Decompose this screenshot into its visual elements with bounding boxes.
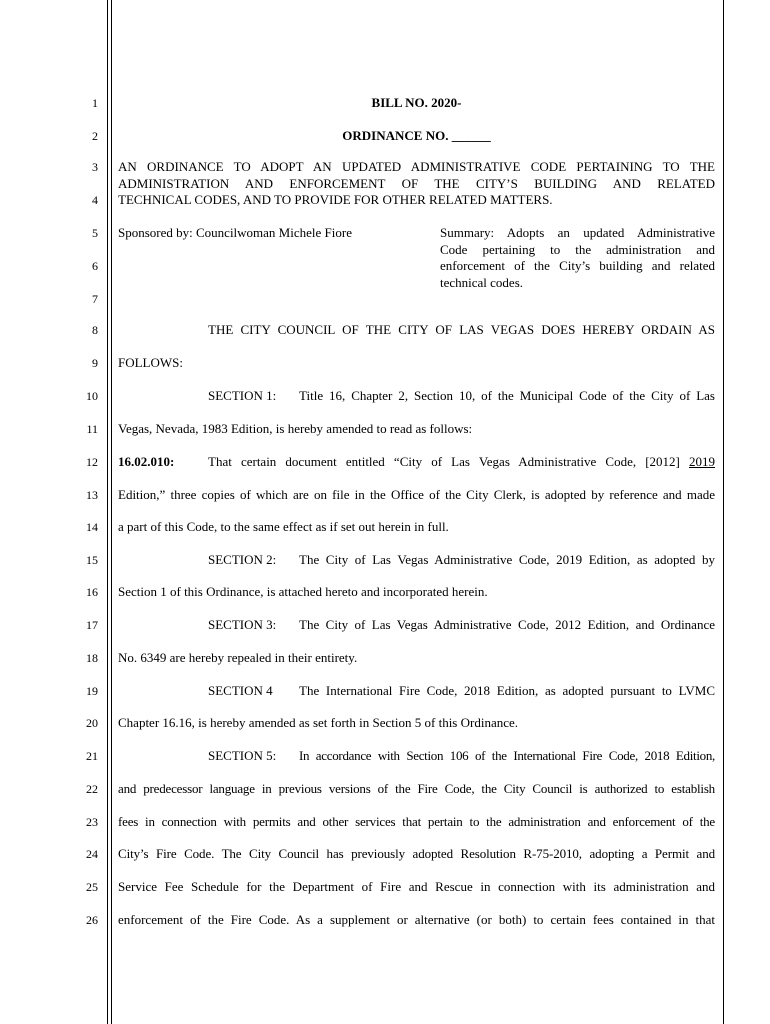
line-number: 16 [86,585,98,599]
body-line-20: Chapter 16.16, is hereby amended as set forth in Section 5 of this Ordinance. [118,715,519,730]
body-line-9: FOLLOWS: [118,355,183,370]
line-number: 3 [92,160,98,174]
body-line-16: Section 1 of this Ordinance, is attached hereto and incorporated herein. [118,584,488,599]
sponsor-line: Sponsored by: Councilwoman Michele Fiore [118,225,352,240]
left-margin-rule-outer [107,0,108,1024]
line-number: 9 [92,356,98,370]
body-line-23: fees in connection with permits and other services that pertain to the administration and enforcement of the [118,814,715,829]
line-number: 23 [86,815,98,829]
line-number: 1 [92,96,98,110]
line-number: 14 [86,520,98,534]
line-number: 5 [92,226,98,240]
title-line: AN ORDINANCE TO ADOPT AN UPDATED ADMINISTRATIVE CODE PERTAINING TO THE [118,159,715,174]
summary-line: Code pertaining to the administration and [440,241,715,257]
body-line-17: The City of Las Vegas Administrative Code, 2012 Edition, and Ordinance [299,617,715,632]
line-number: 20 [86,716,98,730]
summary-block [440,225,715,291]
left-margin-rule-inner [111,0,112,1024]
line-number: 21 [86,749,98,763]
body-line-18: No. 6349 are hereby repealed in their entirety. [118,650,358,665]
line-number: 11 [86,422,98,436]
line-number: 6 [92,259,98,273]
line-number: 2 [92,129,98,143]
body-line-14: a part of this Code, to the same effect as if set out herein in full. [118,519,449,534]
section-4-label: SECTION 4 [208,683,273,698]
title-line: ADMINISTRATION AND ENFORCEMENT OF THE CITY’S BUILDING AND RELATED [118,175,715,191]
body-line-11: Vegas, Nevada, 1983 Edition, is hereby amended to read as follows: [118,421,473,436]
ordinance-number: ORDINANCE NO. ______ [342,128,491,143]
right-margin-rule [723,0,724,1024]
body-line-26: enforcement of the Fire Code. As a supplement or alternative (or both) to certain fees contained in that [118,912,715,927]
line-number: 17 [86,618,98,632]
body-line-19: The International Fire Code, 2018 Edition, as adopted pursuant to LVMC [299,683,715,698]
line-number: 4 [92,193,98,207]
ordinance-title [118,159,715,209]
section-2-label: SECTION 2: [208,552,277,567]
line-number: 7 [92,292,98,306]
bill-number: BILL NO. 2020- [371,95,462,110]
title-line: TECHNICAL CODES, AND TO PROVIDE FOR OTHER RELATED MATTERS. [118,192,553,207]
line-number: 25 [86,880,98,894]
line-number: 12 [86,455,98,469]
inserted-year: 2019 [689,454,715,469]
body-line-15: The City of Las Vegas Administrative Code, 2019 Edition, as adopted by [299,552,715,567]
body-line-12-text: That certain document entitled “City of Las Vegas Administrative Code, [2012] [208,454,680,469]
section-5-label: SECTION 5: [208,748,277,763]
line-number: 24 [86,847,98,861]
body-line-10: Title 16, Chapter 2, Section 10, of the Municipal Code of the City of Las [299,388,715,403]
body-line-13: Edition,” three copies of which are on file in the Office of the City Clerk, is adopted by reference and made [118,487,715,502]
section-1-label: SECTION 1: [208,388,277,403]
line-number: 18 [86,651,98,665]
body-line-12 [208,454,715,470]
summary-line: Summary: Adopts an updated Administrative [440,225,715,240]
body-line-22: and predecessor language in previous versions of the Fire Code, the City Council is authorized to establish [118,781,715,796]
line-number: 8 [92,323,98,337]
summary-line: technical codes. [440,274,524,290]
section-3-label: SECTION 3: [208,617,277,632]
line-number: 26 [86,913,98,927]
line-number: 19 [86,684,98,698]
line-number: 10 [86,389,98,403]
line-number: 22 [86,782,98,796]
summary-line: enforcement of the City’s building and related [440,258,715,273]
body-line-8: THE CITY COUNCIL OF THE CITY OF LAS VEGAS DOES HEREBY ORDAIN AS [208,322,715,337]
body-line-21: In accordance with Section 106 of the International Fire Code, 2018 Edition, [299,748,715,763]
body-line-24: City’s Fire Code. The City Council has previously adopted Resolution R-75-2010, adopting a Permit and [118,846,715,861]
line-number: 13 [86,488,98,502]
code-section-label: 16.02.010: [118,454,175,469]
body-line-25: Service Fee Schedule for the Department of Fire and Rescue in connection with its administration and [118,879,715,894]
line-number: 15 [86,553,98,567]
